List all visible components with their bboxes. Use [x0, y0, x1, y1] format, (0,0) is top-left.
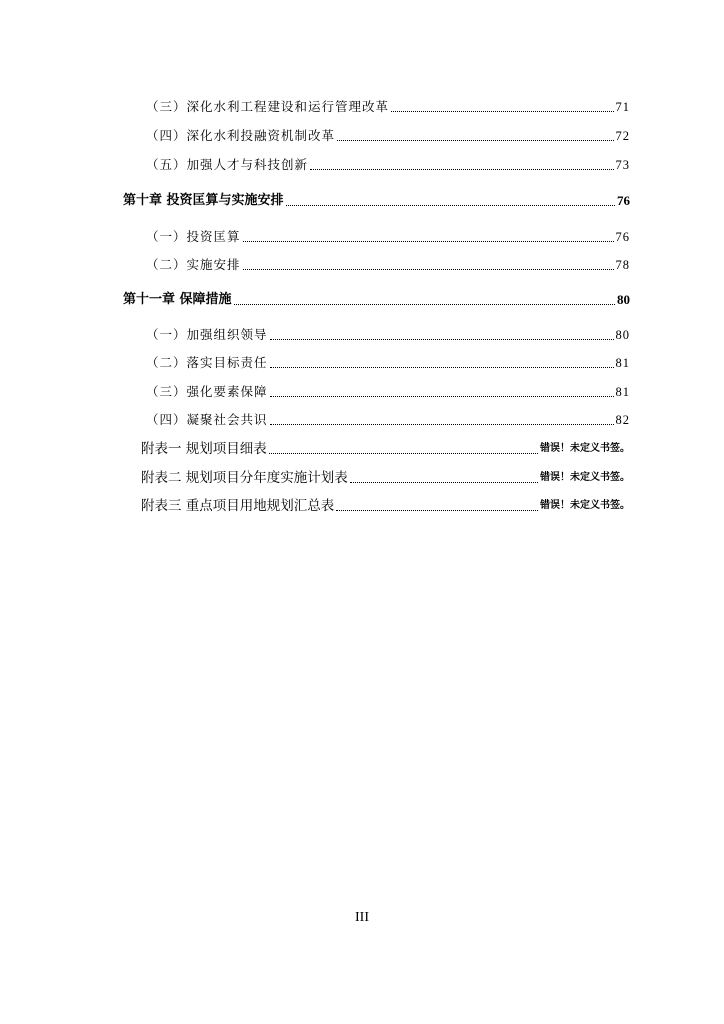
- toc-entry-label: （三）强化要素保障: [146, 384, 268, 399]
- toc-entry-page: 80: [617, 292, 630, 307]
- toc-chapter-entry[interactable]: [123, 193, 630, 209]
- toc-bookmark-error: 错误！未定义书签。: [540, 443, 630, 454]
- toc-entry-label: （四）凝聚社会共识: [146, 412, 268, 427]
- dot-leader: [243, 241, 614, 242]
- toc-entry[interactable]: [146, 355, 630, 371]
- toc-entry-label: 附表一 规划项目细表: [141, 441, 267, 457]
- toc-entry-page: 78: [615, 258, 630, 272]
- dot-leader: [391, 111, 613, 112]
- toc-appendix-entry[interactable]: [141, 470, 630, 486]
- dot-leader: [270, 396, 614, 397]
- toc-appendix-entry[interactable]: [141, 441, 630, 457]
- toc-entry[interactable]: [146, 412, 630, 428]
- toc-entry-label: （三）深化水利工程建设和运行管理改革: [146, 99, 390, 114]
- toc-entry-label: 第十章 投资匡算与实施安排: [123, 193, 284, 208]
- page-number: III: [355, 910, 369, 925]
- dot-leader: [243, 269, 614, 270]
- toc-entry[interactable]: [146, 128, 630, 144]
- toc-entry-label: （四）深化水利投融资机制改革: [146, 128, 336, 143]
- toc-entry-label: （一）加强组织领导: [146, 327, 268, 342]
- toc-entry-page: 76: [615, 230, 630, 244]
- toc-bookmark-error: 错误！未定义书签。: [540, 500, 630, 511]
- dot-leader: [234, 304, 615, 305]
- dot-leader: [270, 367, 614, 368]
- dot-leader: [286, 205, 615, 206]
- toc-entry-label: （五）加强人才与科技创新: [146, 157, 309, 172]
- toc-entry[interactable]: [146, 229, 630, 245]
- dot-leader: [269, 453, 538, 454]
- toc-entry-label: （一）投资匡算: [146, 229, 241, 244]
- dot-leader: [337, 140, 613, 141]
- toc-entry[interactable]: [146, 257, 630, 273]
- toc-entry[interactable]: [146, 99, 630, 115]
- toc-entry-page: 81: [615, 356, 630, 370]
- toc-appendix-entry[interactable]: [141, 498, 630, 514]
- toc-entry-label: 第十一章 保障措施: [123, 292, 232, 307]
- toc-entry-page: 82: [615, 413, 630, 427]
- toc-entry[interactable]: [146, 157, 630, 173]
- toc-chapter-entry[interactable]: [123, 292, 630, 308]
- toc-entry-page: 76: [617, 193, 630, 208]
- dot-leader: [350, 482, 538, 483]
- toc-entry-page: 80: [615, 328, 630, 342]
- toc-entry-page: 81: [615, 385, 630, 399]
- toc-entry[interactable]: [146, 327, 630, 343]
- toc-entry-label: 附表三 重点项目用地规划汇总表: [141, 498, 335, 514]
- dot-leader: [270, 339, 614, 340]
- toc-entry-page: 73: [615, 158, 630, 172]
- dot-leader: [310, 169, 613, 170]
- toc-bookmark-error: 错误！未定义书签。: [540, 472, 630, 483]
- toc-entry-label: （二）落实目标责任: [146, 355, 268, 370]
- toc-entry-page: 72: [615, 129, 630, 143]
- toc-entry-label: 附表二 规划项目分年度实施计划表: [141, 470, 348, 486]
- dot-leader: [270, 424, 614, 425]
- dot-leader: [336, 510, 538, 511]
- toc-entry-label: （二）实施安排: [146, 257, 241, 272]
- toc-entry-page: 71: [615, 100, 630, 114]
- toc-entry[interactable]: [146, 384, 630, 400]
